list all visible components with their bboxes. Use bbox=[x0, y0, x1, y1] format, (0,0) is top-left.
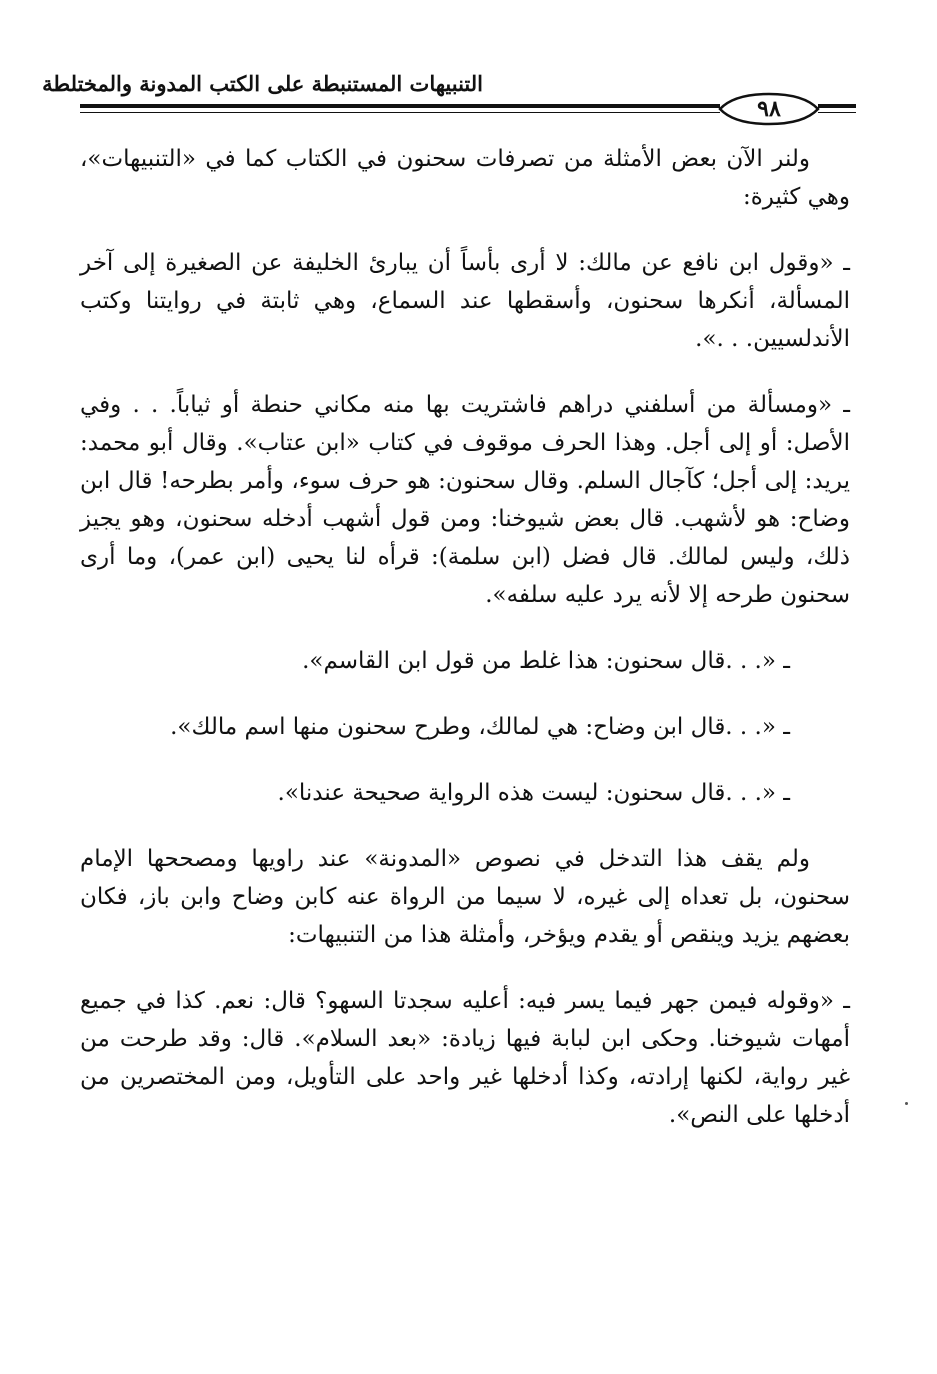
quote-ibn-waddah: ـ «. . .قال ابن وضاح: هي لمالك، وطرح سحنون منها اسم مالك». bbox=[170, 714, 790, 740]
paragraph-intro: ولنر الآن بعض الأمثلة من تصرفات سحنون في الكتاب كما في «التنبيهات»، وهي كثيرة: bbox=[80, 146, 850, 210]
paragraph-tadakhkhul: ولم يقف هذا التدخل في نصوص «المدونة» عند راويها ومصححها الإمام سحنون، بل تعداه إلى غيره، لا سيما من الرواة عنه كابن وضاح وابن باز، فكان بعضهم يزيد وينقص أو يقدم ويؤخر، وأمثلة هذا من التنبيهات: bbox=[80, 846, 850, 948]
quote-jahr: ـ «وقوله فيمن جهر فيما يسر فيه: أعليه سجدتا السهو؟ قال: نعم. كذا في جميع أمهات شيوخنا. وحكى ابن لبابة فيها زيادة: «بعد السلام». قال: وقد طرحت من غير رواية، لكنها إرادته، وكذا أدخلها غير واحد على التأويل، ومن المختصرين من أدخلها على النص». bbox=[80, 988, 850, 1128]
scan-speck bbox=[905, 1102, 908, 1105]
body-text bbox=[80, 140, 850, 1162]
quote-ibn-nafi: ـ «وقول ابن نافع عن مالك: لا أرى بأساً أن يبارئ الخليفة عن الصغيرة إلى آخر المسألة، أنكرها سحنون، وأسقطها عند السماع، وهي ثابتة في روايتنا وكتب الأندلسيين. . .». bbox=[80, 250, 850, 352]
quote-sahnun-ghalat: ـ «. . .قال سحنون: هذا غلط من قول ابن القاسم». bbox=[302, 648, 790, 674]
header-rule-right-thin bbox=[818, 112, 856, 113]
header-rule-thin bbox=[80, 112, 720, 113]
quote-aslafani: ـ «ومسألة من أسلفني دراهم فاشتريت بها منه مكاني حنطة أو ثياباً. . . وفي الأصل: أو إلى أجل. وهذا الحرف موقوف في كتاب «ابن عتاب». وقال أبو محمد: يريد: إلى أجل؛ كآجال السلم. وقال سحنون: هو حرف سوء، وأمر بطرحه! قال ابن وضاح: هو لأشهب. قال بعض شيوخنا: ومن قول أشهب أدخله سحنون، وهو يجيز ذلك، وليس لمالك. قال فضل (ابن سلمة): قرأه لنا يحيى (ابن عمر)، وما أرى سحنون طرحه إلا لأنه يرد عليه سلفه». bbox=[80, 392, 850, 608]
header-rule-thick bbox=[80, 104, 720, 108]
page-number-badge bbox=[716, 92, 822, 126]
running-title: التنبيهات المستنبطة على الكتب المدونة والمختلطة bbox=[42, 71, 483, 96]
header-rule-right-thick bbox=[818, 104, 856, 108]
quote-sahnun-riwaya: ـ «. . .قال سحنون: ليست هذه الرواية صحيحة عندنا». bbox=[277, 780, 790, 806]
page-number: ٩٨ bbox=[757, 96, 781, 122]
